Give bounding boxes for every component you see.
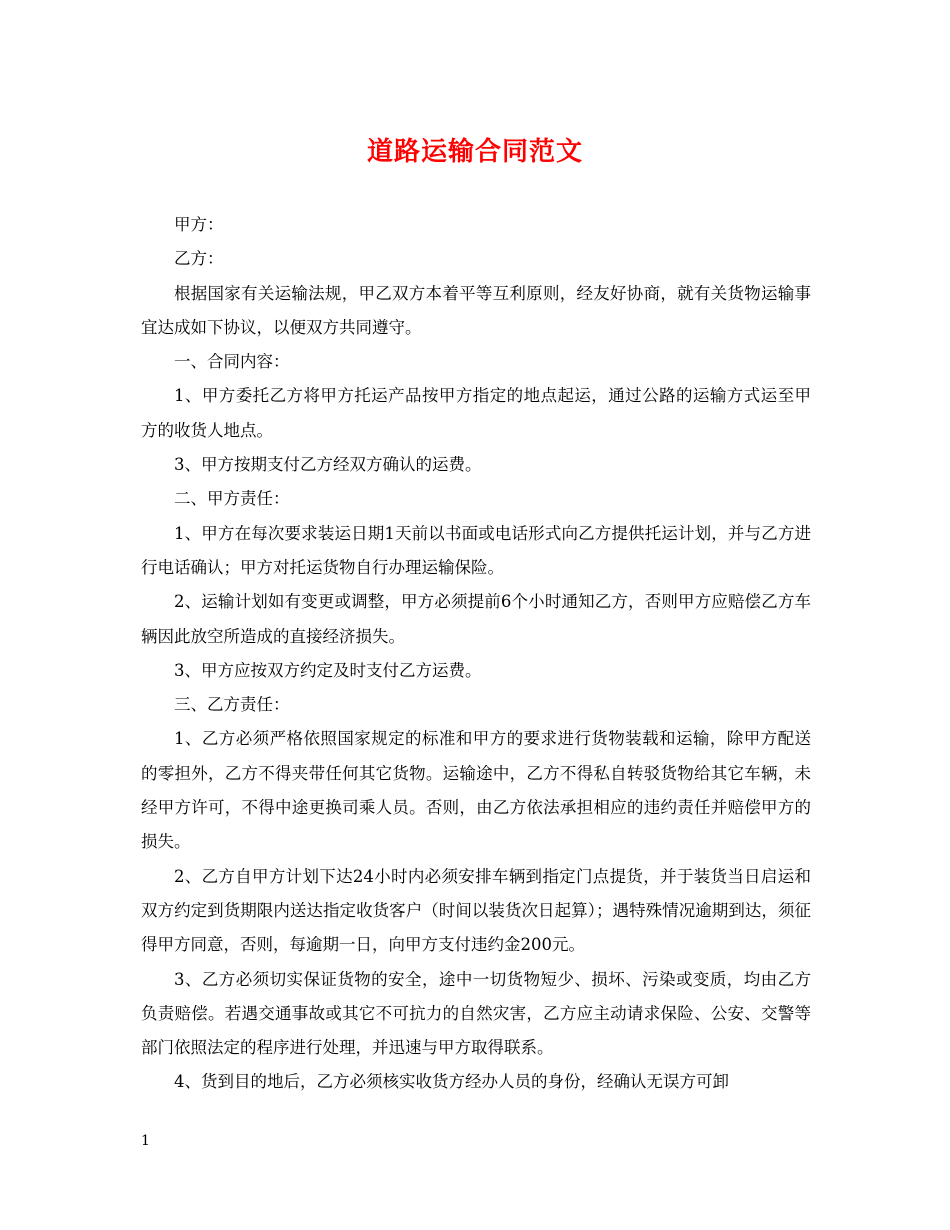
paragraph: 1、甲方委托乙方将甲方托运产品按甲方指定的地点起运，通过公路的运输方式运至甲方的收货人地点。 — [141, 386, 811, 440]
paragraph-party-b: 乙方： — [174, 249, 224, 269]
section-heading-contract-content: 一、合同内容： — [174, 352, 290, 372]
document-title: 道路运输合同范文 — [366, 137, 583, 167]
paragraph: 4、货到目的地后，乙方必须核实收货方经办人员的身份，经确认无误方可卸 — [174, 1072, 729, 1092]
paragraph: 2、运输计划如有变更或调整，甲方必须提前6个小时通知乙方，否则甲方应赔偿乙方车辆因此放空所造成的直接经济损失。 — [141, 592, 811, 646]
paragraph: 1、甲方在每次要求装运日期1天前以书面或电话形式向乙方提供托运计划，并与乙方进行电话确认；甲方对托运货物自行办理运输保险。 — [141, 523, 811, 577]
paragraph: 1、乙方必须严格依照国家规定的标准和甲方的要求进行货物装载和运输，除甲方配送的零担外，乙方不得夹带任何其它货物。运输途中，乙方不得私自转驳货物给其它车辆，未经甲方许可，不得中途更换司乘人员。否则，由乙方依法承担相应的违约责任并赔偿甲方的损失。 — [141, 729, 811, 852]
page-number: 1 — [141, 1133, 150, 1149]
section-heading-party-a-duties: 二、甲方责任： — [174, 489, 290, 509]
document-body — [141, 208, 811, 1100]
paragraph: 3、甲方应按双方约定及时支付乙方运费。 — [174, 660, 482, 680]
section-heading-party-b-duties: 三、乙方责任： — [174, 695, 290, 715]
paragraph: 3、乙方必须切实保证货物的安全，途中一切货物短少、损坏、污染或变质，均由乙方负责赔偿。若遇交通事故或其它不可抗力的自然灾害，乙方应主动请求保险、公安、交警等部门依照法定的程序进行处理，并迅速与甲方取得联系。 — [141, 969, 811, 1058]
paragraph: 3、甲方按期支付乙方经双方确认的运费。 — [174, 455, 482, 475]
paragraph-preamble: 根据国家有关运输法规，甲乙双方本着平等互利原则，经友好协商，就有关货物运输事宜达成如下协议，以便双方共同遵守。 — [141, 283, 811, 337]
paragraph: 2、乙方自甲方计划下达24小时内必须安排车辆到指定门点提货，并于装货当日启运和双方约定到货期限内送达指定收货客户（时间以装货次日起算）；遇特殊情况逾期到达，须征得甲方同意，否则，每逾期一日，向甲方支付违约金200元。 — [141, 866, 811, 955]
paragraph-party-a: 甲方： — [174, 215, 224, 234]
